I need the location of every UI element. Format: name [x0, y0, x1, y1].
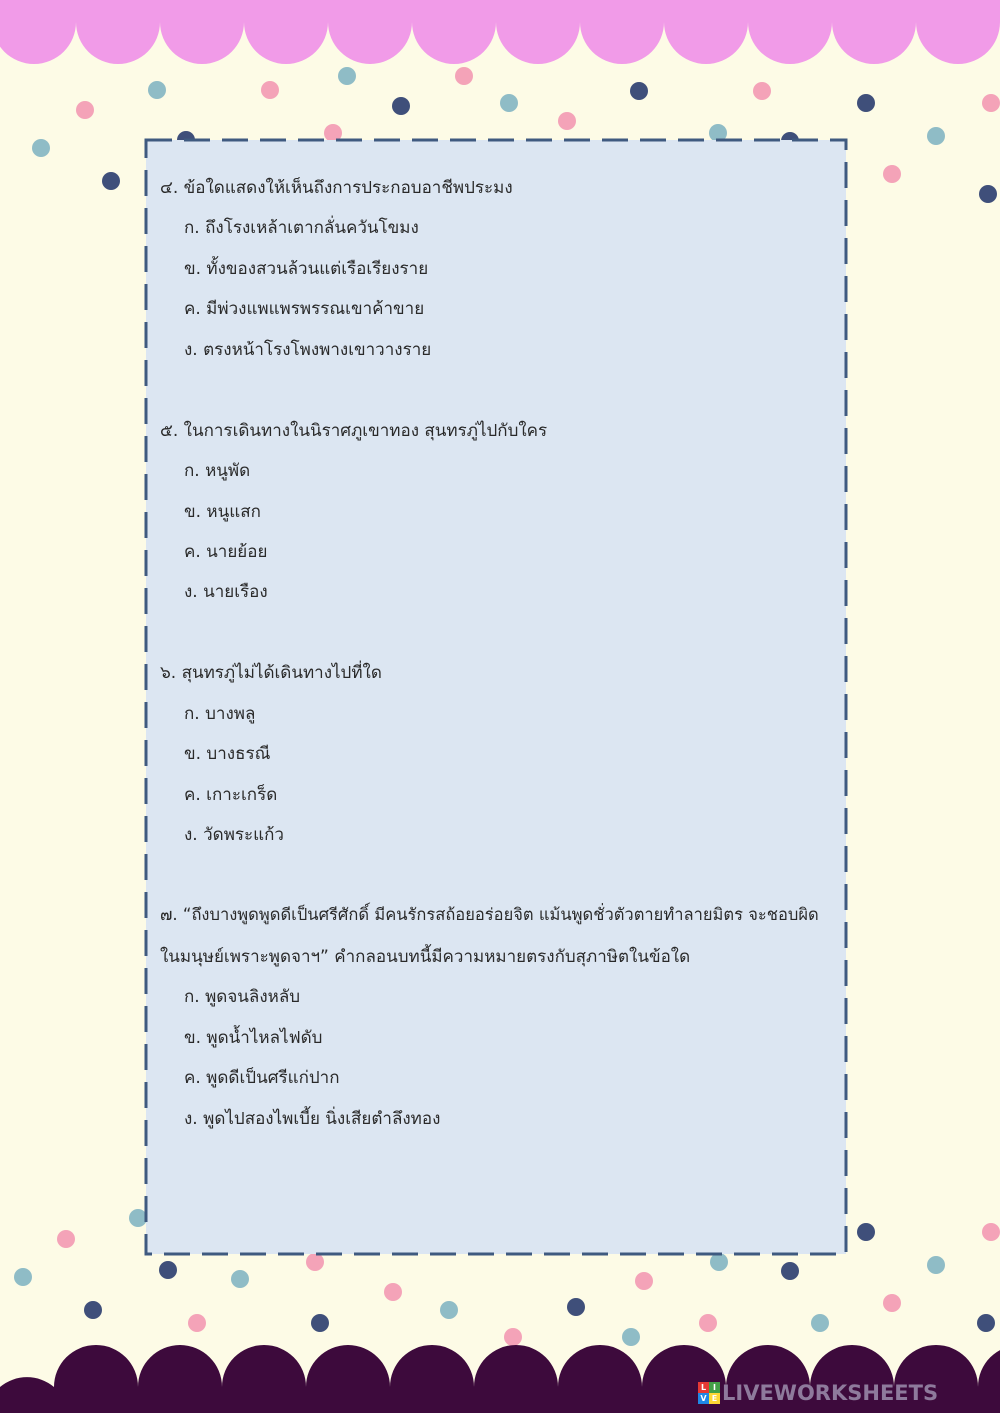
- polka-dot: [338, 67, 356, 85]
- polka-dot: [159, 1261, 177, 1279]
- question-6-option-b[interactable]: ข. บางธรณี: [184, 744, 271, 764]
- question-6-option-a[interactable]: ก. บางพลู: [184, 704, 256, 724]
- polka-dot: [753, 82, 771, 100]
- polka-dot: [392, 97, 410, 115]
- question-7-option-b[interactable]: ข. พูดน้ำไหลไฟดับ: [184, 1028, 323, 1048]
- polka-dot: [384, 1283, 402, 1301]
- polka-dot: [148, 81, 166, 99]
- polka-dot: [129, 1209, 147, 1227]
- polka-dot: [567, 1298, 585, 1316]
- question-5-text: ๕. ในการเดินทางในนิราศภูเขาทอง สุนทรภู่ไปกับใคร: [160, 421, 548, 441]
- polka-dot: [883, 165, 901, 183]
- polka-dot: [261, 81, 279, 99]
- polka-dot: [979, 185, 997, 203]
- question-7-option-c[interactable]: ค. พูดดีเป็นศรีแก่ปาก: [184, 1068, 340, 1088]
- polka-dot: [311, 1314, 329, 1332]
- polka-dot: [76, 101, 94, 119]
- polka-dot: [14, 1268, 32, 1286]
- polka-dot: [635, 1272, 653, 1290]
- question-4-option-a[interactable]: ก. ถึงโรงเหล้าเตากลั่นควันโขมง: [184, 218, 419, 238]
- polka-dot: [306, 1253, 324, 1271]
- question-4-option-c[interactable]: ค. มีพ่วงแพแพรพรรณเขาค้าขาย: [184, 299, 425, 319]
- question-6-option-d[interactable]: ง. วัดพระแก้ว: [184, 825, 284, 845]
- question-7-text-line-2: ในมนุษย์เพราะพูดจาฯ” คำกลอนบทนี้มีความหมายตรงกับสุภาษิตในข้อใด: [160, 947, 691, 967]
- question-5-option-b[interactable]: ข. หนูแสก: [184, 502, 261, 522]
- polka-dot: [102, 172, 120, 190]
- question-4-option-d[interactable]: ง. ตรงหน้าโรงโพงพางเขาวางราย: [184, 340, 432, 360]
- polka-dot: [781, 1262, 799, 1280]
- polka-dot: [857, 94, 875, 112]
- polka-dot: [811, 1314, 829, 1332]
- question-5-option-c[interactable]: ค. นายย้อย: [184, 542, 268, 562]
- question-7-option-a[interactable]: ก. พูดจนลิงหลับ: [184, 987, 301, 1007]
- polka-dot: [982, 94, 1000, 112]
- polka-dot: [857, 1223, 875, 1241]
- polka-dot: [500, 94, 518, 112]
- polka-dot: [630, 82, 648, 100]
- polka-dot: [558, 112, 576, 130]
- question-7-text-line-1: ๗. “ถึงบางพูดพูดดีเป็นศรีศักดิ์ มีคนรักรสถ้อยอร่อยจิต แม้นพูดชั่วตัวตายทำลายมิตร จะชอบผิด: [160, 905, 819, 924]
- question-5-option-a[interactable]: ก. หนูพัด: [184, 461, 251, 481]
- polka-dot: [455, 67, 473, 85]
- liveworksheets-badge-icon: L I V E: [698, 1382, 720, 1404]
- liveworksheets-logo: [698, 1381, 938, 1405]
- question-7-option-d[interactable]: ง. พูดไปสองไพเบี้ย นิ่งเสียตำลึงทอง: [184, 1109, 441, 1129]
- question-4-text: ๔. ข้อใดแสดงให้เห็นถึงการประกอบอาชีพประมง: [160, 178, 513, 198]
- question-6-text: ๖. สุนทรภู่ไม่ได้เดินทางไปที่ใด: [160, 663, 382, 683]
- polka-dot: [710, 1253, 728, 1271]
- polka-dot: [231, 1270, 249, 1288]
- question-5-option-d[interactable]: ง. นายเรือง: [184, 582, 268, 602]
- polka-dot: [982, 1223, 1000, 1241]
- polka-dot: [977, 1314, 995, 1332]
- polka-dot: [84, 1301, 102, 1319]
- liveworksheets-wordmark: LIVEWORKSHEETS: [722, 1381, 939, 1405]
- polka-dot: [440, 1301, 458, 1319]
- polka-dot: [927, 127, 945, 145]
- polka-dot: [188, 1314, 206, 1332]
- polka-dot: [883, 1294, 901, 1312]
- question-6-option-c[interactable]: ค. เกาะเกร็ด: [184, 785, 278, 805]
- polka-dot: [699, 1314, 717, 1332]
- question-4-option-b[interactable]: ข. ทั้งของสวนล้วนแต่เรือเรียงราย: [184, 259, 429, 279]
- polka-dot: [32, 139, 50, 157]
- polka-dot: [927, 1256, 945, 1274]
- polka-dot: [57, 1230, 75, 1248]
